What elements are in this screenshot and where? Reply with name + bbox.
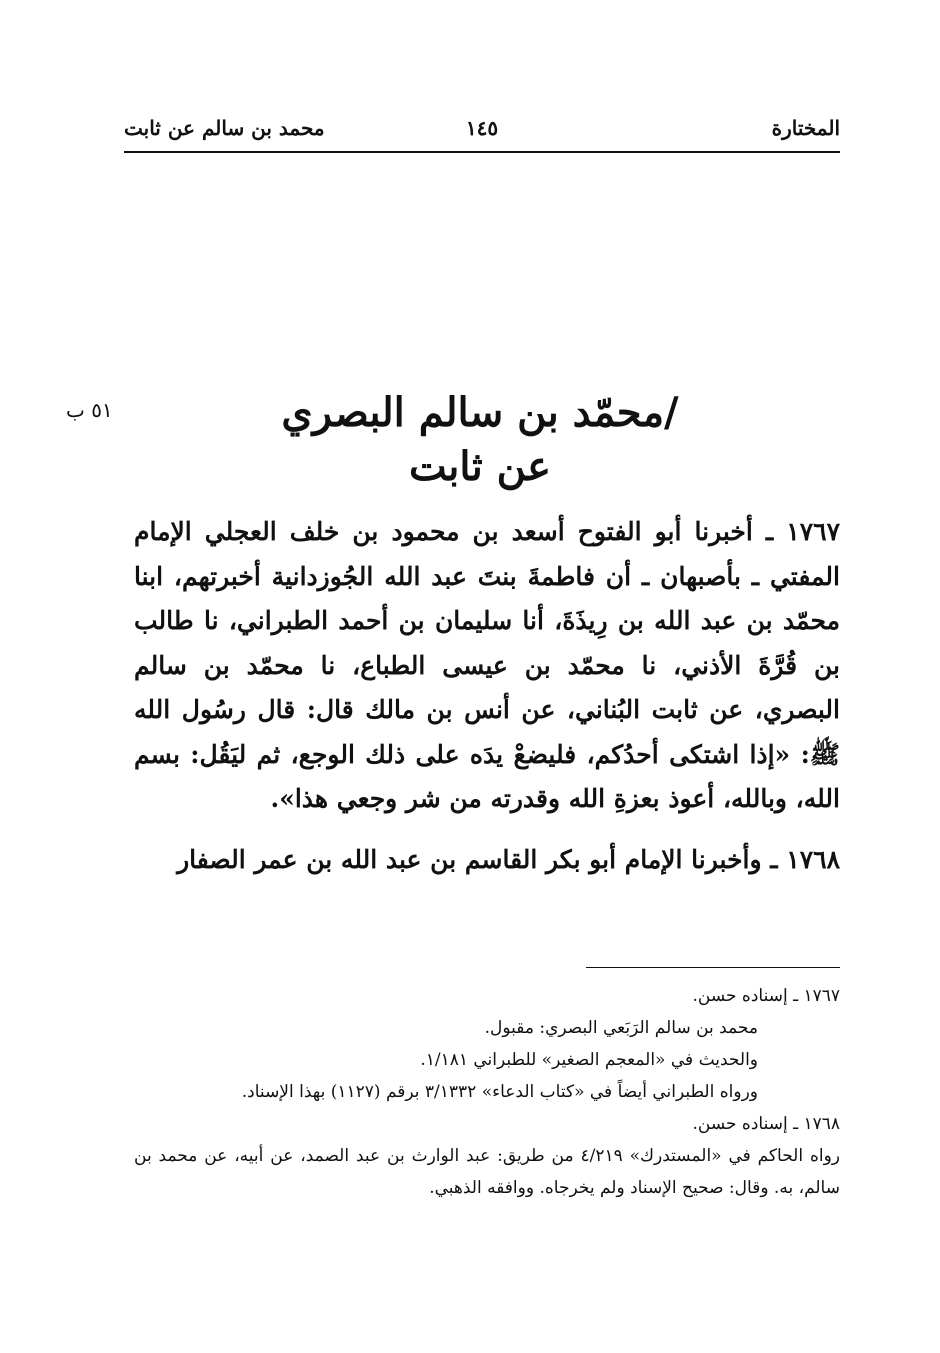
footnote-line: محمد بن سالم الرَبَعي البصري: مقبول. xyxy=(484,1018,758,1038)
footnote-separator xyxy=(586,967,840,968)
section-title: محمد بن سالم عن ثابت xyxy=(124,116,325,140)
book-title: المختارة xyxy=(771,116,840,140)
header-rule xyxy=(124,151,840,153)
footnote-line: ١٧٦٧ ـ إسناده حسن. xyxy=(692,986,840,1006)
hadith-paragraph xyxy=(134,838,840,883)
footnote-line: والحديث في «المعجم الصغير» للطبراني ١/١٨١. xyxy=(420,1050,758,1070)
chapter-title-line-1: /محمّد بن سالم البصري xyxy=(281,389,679,436)
footnotes xyxy=(134,980,840,1204)
main-text xyxy=(134,510,840,882)
footnote-line: ورواه الطبراني أيضاً في «كتاب الدعاء» ٣/١٣٣٢ برقم (١١٢٧) بهذا الإسناد. xyxy=(241,1082,758,1102)
chapter-title xyxy=(200,386,760,494)
hadith-text: ـ وأخبرنا الإمام أبو بكر القاسم بن عبد الله بن عمر الصفار xyxy=(177,844,787,874)
running-header xyxy=(124,112,840,148)
footnote-line: ١٧٦٨ ـ إسناده حسن. xyxy=(692,1114,840,1134)
hadith-paragraph xyxy=(134,510,840,822)
hadith-text: ـ أخبرنا أبو الفتوح أسعد بن محمود بن خلف العجلي الإمام المفتي ـ بأصبهان ـ أن فاطمةَ بنتَ عبد الله الجُوزدانية أخبرتهم، ابنا محمّد بن عبد الله بن رِيذَةَ، أنا سليمان بن أحمد الطبراني، نا طالب بن قُرَّةَ الأذني، نا محمّد بن عيسى الطباع، نا محمّد بن سالم البصري، عن ثابت البُناني، عن أنس بن مالك قال: قال رسُول الله ﷺ: «إذا اشتكى أحدُكم، فليضعْ يدَه على ذلك الوجع، ثم ليَقُل: بسم الله، وبالله، أعوذ بعزةِ الله وقدرته من شر وجعي هذا». xyxy=(134,517,840,813)
manuscript-folio-note: ٥١ ب xyxy=(66,398,113,422)
hadith-number: ١٧٦٧ xyxy=(786,517,840,546)
chapter-title-line-2: عن ثابت xyxy=(409,443,551,490)
footnote-line: رواه الحاكم في «المستدرك» ٤/٢١٩ من طريق: عبد الوارث بن عبد الصمد، عن أبيه، عن محمد بن سالم، به. وقال: صحيح الإسناد ولم يخرجاه. ووافقه الذهبي. xyxy=(134,1146,840,1198)
hadith-number: ١٧٦٨ xyxy=(786,844,840,874)
page-number: ١٤٥ xyxy=(465,116,499,140)
